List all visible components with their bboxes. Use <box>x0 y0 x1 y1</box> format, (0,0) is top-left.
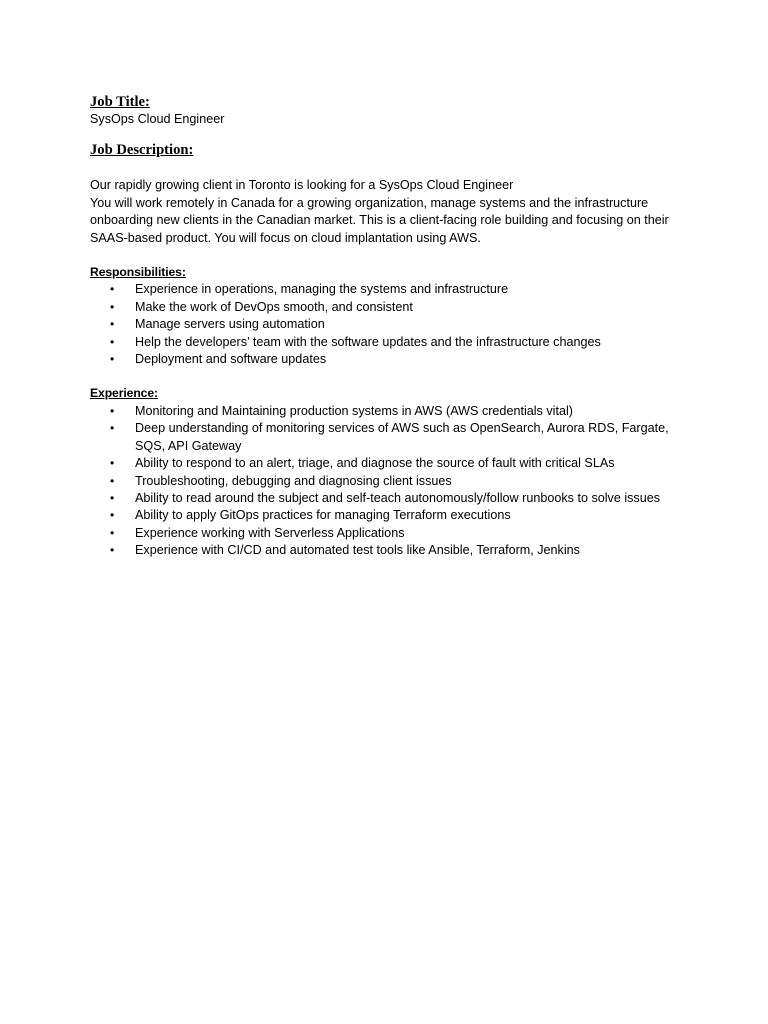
job-description-body <box>90 177 680 247</box>
list-item-text: Experience working with Serverless Applications <box>135 525 405 540</box>
bullet-icon: • <box>110 421 115 436</box>
bullet-icon: • <box>110 403 115 418</box>
job-title-value: SysOps Cloud Engineer <box>90 112 225 126</box>
bullet-icon: • <box>110 508 115 523</box>
list-item <box>90 542 680 559</box>
list-item <box>90 473 680 490</box>
document-content <box>90 92 690 560</box>
list-item-text: Ability to apply GitOps practices for managing Terraform executions <box>135 508 511 523</box>
list-item <box>90 403 680 420</box>
responsibilities-label: Responsibilities: <box>90 265 186 280</box>
list-item <box>90 351 680 368</box>
list-item-text: Ability to read around the subject and self-teach autonomously/follow runbooks to solve issues <box>135 490 661 505</box>
list-item-text: Deep understanding of monitoring services of AWS such as OpenSearch, Aurora RDS, Fargate, SQS, API Gateway <box>135 421 669 453</box>
list-item <box>90 455 680 472</box>
list-item-text: Make the work of DevOps smooth, and consistent <box>135 299 413 314</box>
list-item <box>90 299 680 316</box>
responsibilities-list <box>90 281 690 368</box>
experience-label: Experience: <box>90 386 158 401</box>
list-item <box>90 507 680 524</box>
list-item-text: Troubleshooting, debugging and diagnosing client issues <box>135 473 452 488</box>
experience-list <box>90 403 690 560</box>
bullet-icon: • <box>110 543 115 558</box>
job-description-heading: Job Description: <box>90 142 194 159</box>
description-paragraph: Our rapidly growing client in Toronto is looking for a SysOps Cloud Engineer <box>90 178 514 193</box>
list-item-text: Ability to respond to an alert, triage, and diagnose the source of fault with critical SLAs <box>135 456 615 471</box>
list-item <box>90 316 680 333</box>
list-item-text: Monitoring and Maintaining production systems in AWS (AWS credentials vital) <box>135 403 573 418</box>
bullet-icon: • <box>110 490 115 505</box>
bullet-icon: • <box>110 456 115 471</box>
list-item-text: Manage servers using automation <box>135 317 325 332</box>
bullet-icon: • <box>110 334 115 349</box>
bullet-icon: • <box>110 473 115 488</box>
list-item <box>90 281 680 298</box>
list-item-text: Deployment and software updates <box>135 352 327 367</box>
list-item <box>90 334 680 351</box>
list-item-text: Experience in operations, managing the systems and infrastructure <box>135 282 509 297</box>
list-item <box>90 490 680 507</box>
list-item <box>90 420 680 455</box>
bullet-icon: • <box>110 525 115 540</box>
bullet-icon: • <box>110 299 115 314</box>
bullet-icon: • <box>110 352 115 367</box>
bullet-icon: • <box>110 282 115 297</box>
bullet-icon: • <box>110 317 115 332</box>
job-title-heading: Job Title: <box>90 94 150 110</box>
list-item <box>90 525 680 542</box>
list-item-text: Help the developers’ team with the software updates and the infrastructure changes <box>135 334 601 349</box>
description-paragraph: You will work remotely in Canada for a growing organization, manage systems and the infrastructure onboarding new clients in the Canadian market. This is a client-facing role building and focusing on their SAAS-based product. You will focus on cloud implantation using AWS. <box>90 195 669 245</box>
list-item-text: Experience with CI/CD and automated test tools like Ansible, Terraform, Jenkins <box>135 543 580 558</box>
